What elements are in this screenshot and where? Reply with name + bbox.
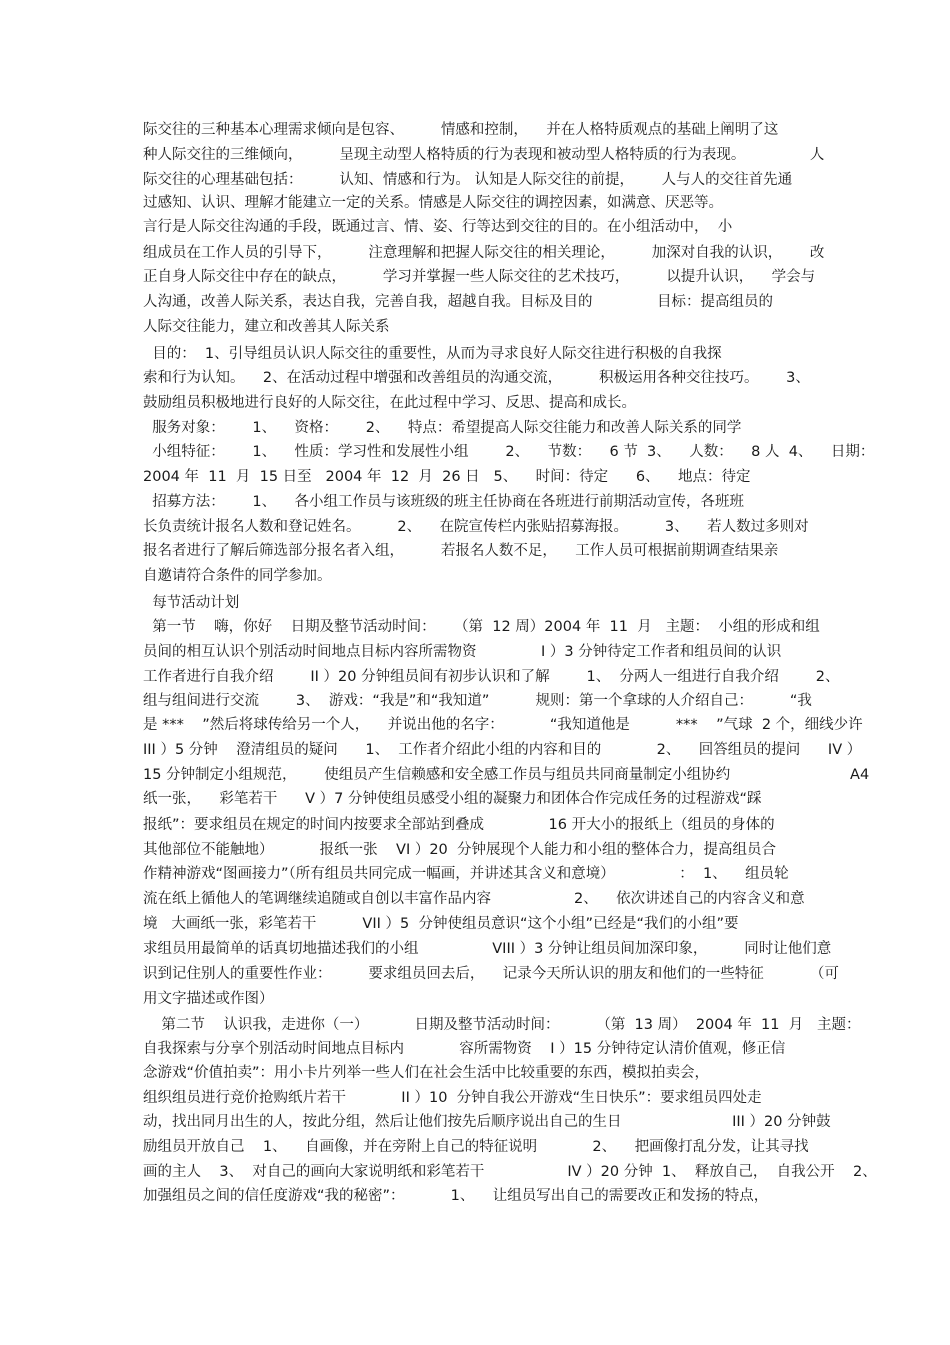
text-line: 种人际交往的三维倾向， 呈现主动型人格特质的行为表现和被动型人格特质的行为表现。 人 xyxy=(143,147,825,163)
text-line: III ）5 分钟 澄清组员的疑问 1、 工作者介绍此小组的内容和目的 2、 回答组员的提问 IV ） xyxy=(143,742,862,758)
text-line: 15 分钟制定小组规范， 使组员产生信赖感和安全感工作员与组员共同商量制定小组协约 A4 xyxy=(143,767,870,783)
text-line: 目的： 1、引导组员认识人际交往的重要性，从而为寻求良好人际交往进行积极的自我探 xyxy=(143,346,722,362)
text-line: 报名者进行了解后筛选部分报名者入组， 若报名人数不足， 工作人员可根据前期调查结果亲 xyxy=(143,543,779,559)
text-line: 人际交往能力，建立和改善其人际关系 xyxy=(143,319,390,335)
text-line: 长负责统计报名人数和登记姓名。 2、 在院宣传栏内张贴招募海报。 3、 若人数过多则对 xyxy=(143,519,809,535)
text-line: 第一节 嗨，你好 日期及整节活动时间： （第 12 周）2004 年 11 月 主题： 小组的形成和组 xyxy=(143,619,820,635)
text-line: 招募方法： 1、 各小组工作员与该班级的班主任协商在各班进行前期活动宣传，各班班 xyxy=(143,494,745,510)
text-line: 组与组间进行交流 3、 游戏：“我是”和“我知道” 规则：第一个拿球的人介绍自己： “我 xyxy=(143,693,812,709)
text-line: 员间的相互认识个别活动时间地点目标内容所需物资 I ）3 分钟待定工作者和组员间的认识 xyxy=(143,644,782,660)
text-line: 境 大画纸一张，彩笔若干 VII ）5 分钟使组员意识“这个小组”已经是“我们的小组”要 xyxy=(143,916,739,932)
text-line: 正自身人际交往中存在的缺点， 学习并掌握一些人际交往的艺术技巧， 以提升认识， 学会与 xyxy=(143,269,816,285)
text-line: 每节活动计划 xyxy=(143,595,240,611)
text-line: 鼓励组员积极地进行良好的人际交往，在此过程中学习、反思、提高和成长。 xyxy=(143,395,636,411)
text-line: 自我探索与分享个别活动时间地点目标内 容所需物资 I ）15 分钟待定认清价值观，修正信 xyxy=(143,1041,786,1057)
text-line: 小组特征： 1、 性质：学习性和发展性小组 2、 节数： 6 节 3、 人数： 8 人 4、 日期： xyxy=(143,444,875,460)
text-line: 人沟通，改善人际关系，表达自我，完善自我，超越自我。目标及目的 目标：提高组员的 xyxy=(143,294,774,310)
text-line: 识到记住别人的重要性作业： 要求组员回去后， 记录今天所认识的朋友和他们的一些特征 （可 xyxy=(143,966,839,982)
text-line: 动，找出同月出生的人，按此分组，然后让他们按先后顺序说出自己的生日 III ）20 分钟鼓 xyxy=(143,1114,831,1130)
text-line: 是 *** ”然后将球传给另一个人， 并说出他的名字： “我知道他是 *** ”气球 2 个，细线少许 xyxy=(143,717,863,733)
text-line: 索和行为认知。 2、在活动过程中增强和改善组员的沟通交流， 积极运用各种交往技巧。 3、 xyxy=(143,370,810,386)
text-line: 念游戏“价值拍卖”：用小卡片列举一些人们在社会生活中比较重要的东西，模拟拍卖会， xyxy=(143,1065,710,1081)
text-line: 第二节 认识我，走进你（一） 日期及整节活动时间： （第 13 周） 2004 年 11 月 主题： xyxy=(143,1017,861,1033)
text-line: 际交往的心理基础包括： 认知、情感和行为。 认知是人际交往的前提， 人与人的交往首先通 xyxy=(143,172,793,188)
text-line: 其他部位不能触地） 报纸一张 VI ）20 分钟展现个人能力和小组的整体合力，提高组员合 xyxy=(143,842,776,858)
text-line: 作精神游戏“图画接力”（所有组员共同完成一幅画，并讲述其含义和意境） ： 1、 组员轮 xyxy=(143,866,789,882)
text-line: 组织组员进行竞价抢购纸片若干 II ）10 分钟自我公开游戏“生日快乐”：要求组员四处走 xyxy=(143,1090,762,1106)
text-line: 过感知、认识、理解才能建立一定的关系。情感是人际交往的调控因素，如满意、厌恶等。 xyxy=(143,195,723,211)
text-line: 纸一张， 彩笔若干 V ）7 分钟使组员感受小组的凝聚力和团体合作完成任务的过程游戏“踩 xyxy=(143,791,762,807)
text-line: 流在纸上循他人的笔调继续追随或自创以丰富作品内容 2、 依次讲述自己的内容含义和意 xyxy=(143,891,805,907)
text-line: 报纸”：要求组员在规定的时间内按要求全部站到叠成 16 开大小的报纸上（组员的身体的 xyxy=(143,817,775,833)
text-line: 用文字描述或作图） xyxy=(143,991,274,1007)
text-line: 励组员开放自己 1、 自画像，并在旁附上自己的特征说明 2、 把画像打乱分发，让其寻找 xyxy=(143,1139,809,1155)
text-line: 际交往的三种基本心理需求倾向是包容、 情感和控制， 并在人格特质观点的基础上阐明了这 xyxy=(143,122,779,138)
text-line: 工作者进行自我介绍 II ）20 分钟组员间有初步认识和了解 1、 分两人一组进行自我介绍 2、 xyxy=(143,669,840,685)
text-line: 画的主人 3、 对自己的画向大家说明纸和彩笔若干 IV ）20 分钟 1、 释放自己， 自我公开 2、 xyxy=(143,1164,877,1180)
text-line: 服务对象： 1、 资格： 2、 特点：希望提高人际交往能力和改善人际关系的同学 xyxy=(143,420,742,436)
text-line: 言行是人际交往沟通的手段，既通过言、情、姿、行等达到交往的目的。在小组活动中， 小 xyxy=(143,219,733,235)
text-line: 加强组员之间的信任度游戏“我的秘密”： 1、 让组员写出自己的需要改正和发扬的特点， xyxy=(143,1188,769,1204)
text-line: 求组员用最简单的话真切地描述我们的小组 VIII ）3 分钟让组员间加深印象， 同时让他们意 xyxy=(143,941,832,957)
text-line: 自邀请符合条件的同学参加。 xyxy=(143,568,332,584)
text-line: 组成员在工作人员的引导下， 注意理解和把握人际交往的相关理论， 加深对自我的认识， 改 xyxy=(143,245,825,261)
text-line: 2004 年 11 月 15 日至 2004 年 12 月 26 日 5、 时间：待定 6、 地点：待定 xyxy=(143,469,751,485)
